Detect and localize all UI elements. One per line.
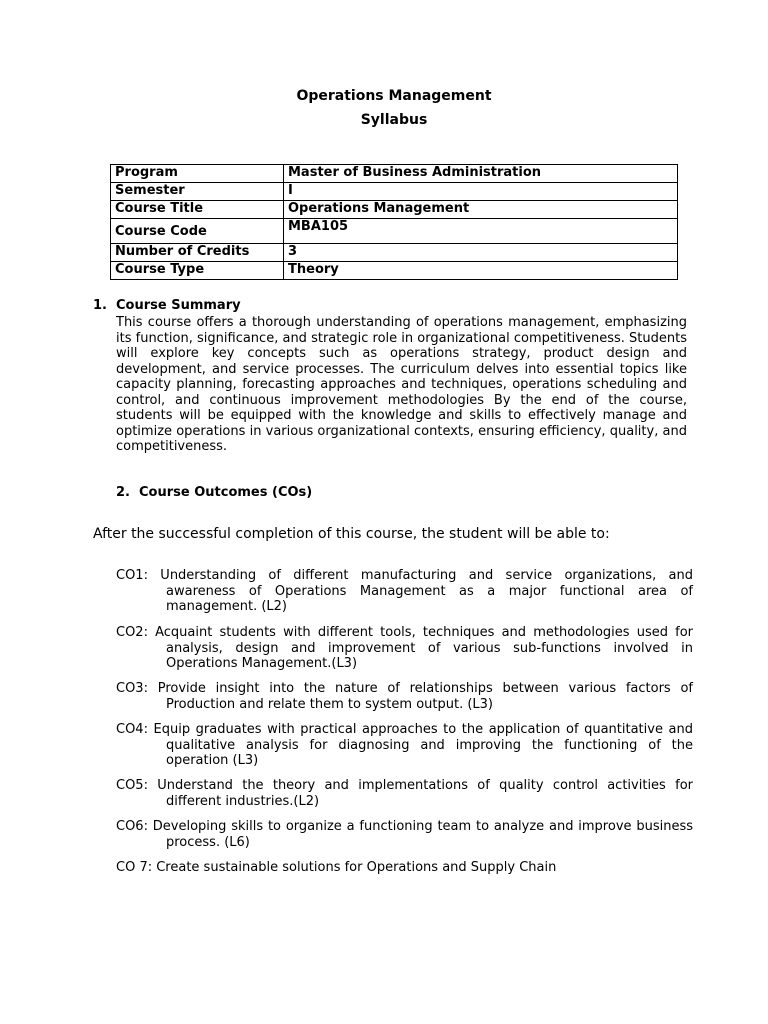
course-type-label: Course Type [111,262,284,280]
semester-label: Semester [111,183,284,201]
course-outcome-item: CO 7: Create sustainable solutions for Operations and Supply Chain [116,860,557,875]
table-row [111,165,678,183]
table-row [111,183,678,201]
table-row [111,244,678,262]
course-outcome-item: CO6: Developing skills to organize a functioning team to analyze and improve business process. (L6) [116,819,693,850]
table-row [111,262,678,280]
credits-value: 3 [284,244,678,262]
course-outcome-item: CO3: Provide insight into the nature of relationships between various factors of Production and relate them to system output. (L3) [116,681,693,712]
course-code-value: MBA105 [284,219,678,244]
course-title-label: Course Title [111,201,284,219]
document-subtitle: Syllabus [360,112,428,128]
course-outcome-item: CO1: Understanding of different manufacturing and service organizations, and awareness of Operations Management as a major functional area of management. (L2) [116,568,693,614]
course-outcome-item: CO4: Equip graduates with practical approaches to the application of quantitative and qualitative analysis for diagnosing and improving the functioning of the operation (L3) [116,722,693,768]
program-label: Program [111,165,284,183]
course-outcome-item: CO2: Acquaint students with different tools, techniques and methodologies used for analysis, design and improvement of various sub-functions involved in Operations Management.(L3) [116,625,693,671]
course-code-label: Course Code [111,219,284,244]
section-number: 1. [93,298,107,313]
course-info-table [110,164,678,280]
outcomes-intro: After the successful completion of this course, the student will be able to: [93,526,610,542]
course-title-value: Operations Management [284,201,678,219]
table-row [111,219,678,244]
course-summary-heading [93,298,241,313]
course-summary-text: This course offers a thorough understanding of operations management, emphasizing its function, significance, and strategic role in organizational competitiveness. Students will explore key concepts such as operations strategy, product design and development, and service processes. The curriculum delves into essential topics like capacity planning, forecasting approaches and techniques, operations scheduling and control, and continuous improvement methodologies By the end of the course, students will be equipped with the knowledge and skills to effectively manage and optimize operations in various organizational contexts, ensuring efficiency, quality, and competitiveness. [116,315,687,454]
section-heading-text: Course Outcomes (COs) [139,485,313,500]
course-type-value: Theory [284,262,678,280]
program-value: Master of Business Administration [284,165,678,183]
course-outcome-item: CO5: Understand the theory and implementations of quality control activities for different industries.(L2) [116,778,693,809]
semester-value: I [284,183,678,201]
course-outcomes-heading [116,485,312,500]
section-heading-text: Course Summary [116,298,241,313]
credits-label: Number of Credits [111,244,284,262]
table-row [111,201,678,219]
section-number: 2. [116,485,130,500]
document-title: Operations Management [296,88,492,104]
